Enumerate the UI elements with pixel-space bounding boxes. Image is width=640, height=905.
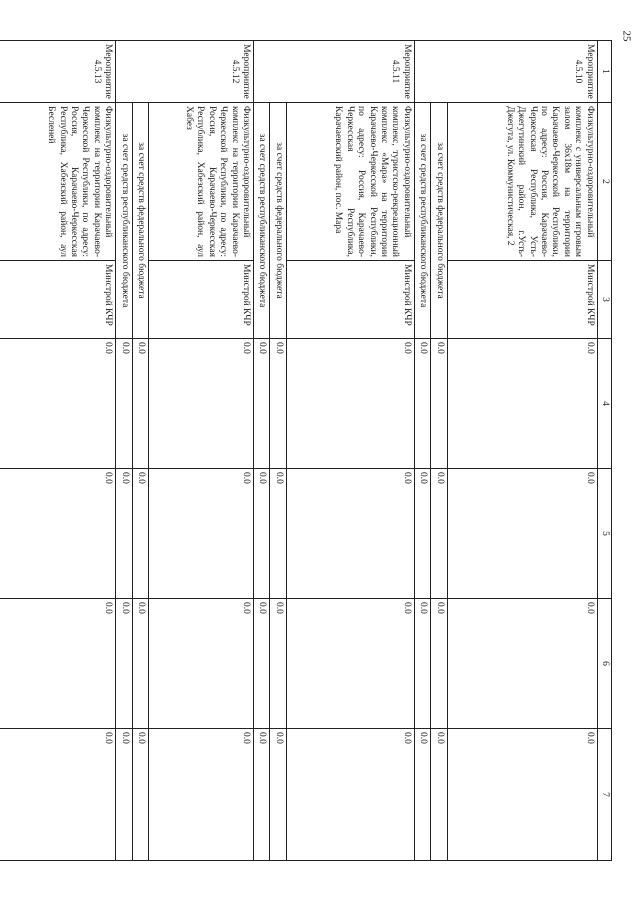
value-cell: 0.0 <box>431 599 447 729</box>
event-row <box>286 41 414 861</box>
value-cell: 0.0 <box>116 729 132 861</box>
republic-row <box>116 41 132 861</box>
header-cell-6: 6 <box>597 599 611 729</box>
republic-label: за счет средств республиканского бюджета <box>254 103 270 339</box>
event-executor: Минстрой КЧР <box>0 261 116 339</box>
value-cell: 0.0 <box>286 599 414 729</box>
value-cell: 0.0 <box>414 729 430 861</box>
page-number: 25 <box>620 30 633 42</box>
value-cell: 0.0 <box>447 599 597 729</box>
republic-label: за счет средств республиканского бюджета <box>116 103 132 339</box>
budget-table <box>0 40 612 861</box>
value-cell: 0.0 <box>0 469 116 599</box>
event-name: Физкультурно-оздоровительный комплекс на территории Карачаево-Черкесской Республики, по адресу: Россия, Карачаево-Черкесская Республика, Хабезский район, аул Хабез <box>149 103 254 261</box>
event-executor: Минстрой КЧР <box>149 261 254 339</box>
value-cell: 0.0 <box>270 469 286 599</box>
event-code: Мероприятие 4.5.12 <box>116 41 254 103</box>
value-cell: 0.0 <box>0 729 116 861</box>
federal-row <box>270 41 286 861</box>
value-cell: 0.0 <box>149 469 254 599</box>
value-cell: 0.0 <box>270 339 286 469</box>
event-executor: Минстрой КЧР <box>447 261 597 339</box>
header-cell-3: 3 <box>597 261 611 339</box>
event-executor: Минстрой КЧР <box>286 261 414 339</box>
value-cell: 0.0 <box>414 339 430 469</box>
event-code: Мероприятие 4.5.10 <box>414 41 597 103</box>
rotated-table-container <box>46 40 612 860</box>
value-cell: 0.0 <box>270 729 286 861</box>
value-cell: 0.0 <box>447 469 597 599</box>
value-cell: 0.0 <box>116 469 132 599</box>
event-name: Физкультурно-оздоровительный комплекс с универсальным игровым залом 36х18м на территории Карачаево-Черкесской Республики, по адресу: Россия, Карачаево-Черкесская Республика, Усть-Джегутинский район, г.Усть-Джегута, ул. Коммунистическая, 2 <box>447 103 597 261</box>
value-cell: 0.0 <box>431 339 447 469</box>
value-cell: 0.0 <box>149 599 254 729</box>
value-cell: 0.0 <box>149 729 254 861</box>
value-cell: 0.0 <box>286 469 414 599</box>
federal-row <box>431 41 447 861</box>
republic-row <box>254 41 270 861</box>
header-row <box>597 41 611 861</box>
value-cell: 0.0 <box>254 729 270 861</box>
event-code: Мероприятие 4.5.11 <box>254 41 415 103</box>
value-cell: 0.0 <box>116 599 132 729</box>
event-row <box>149 41 254 861</box>
value-cell: 0.0 <box>0 339 116 469</box>
event-code: Мероприятие 4.5.13 <box>0 41 116 103</box>
value-cell: 0.0 <box>0 599 116 729</box>
federal-label: за счет средств федерального бюджета <box>270 103 286 339</box>
header-cell-2: 2 <box>597 103 611 261</box>
value-cell: 0.0 <box>286 729 414 861</box>
value-cell: 0.0 <box>132 339 148 469</box>
value-cell: 0.0 <box>132 469 148 599</box>
value-cell: 0.0 <box>414 599 430 729</box>
federal-label: за счет средств федерального бюджета <box>132 103 148 339</box>
header-cell-5: 5 <box>597 469 611 599</box>
republic-row <box>414 41 430 861</box>
value-cell: 0.0 <box>149 339 254 469</box>
value-cell: 0.0 <box>254 599 270 729</box>
federal-label: за счет средств федерального бюджета <box>431 103 447 339</box>
value-cell: 0.0 <box>254 469 270 599</box>
value-cell: 0.0 <box>447 729 597 861</box>
value-cell: 0.0 <box>447 339 597 469</box>
header-cell-7: 7 <box>597 729 611 861</box>
value-cell: 0.0 <box>132 599 148 729</box>
value-cell: 0.0 <box>286 339 414 469</box>
republic-label: за счет средств республиканского бюджета <box>414 103 430 339</box>
value-cell: 0.0 <box>116 339 132 469</box>
value-cell: 0.0 <box>414 469 430 599</box>
federal-row <box>132 41 148 861</box>
event-name: Физкультурно-оздоровительный комплекс, туристско-рекреационный комплекс «Мара» на территории Карачаево-Черкесской Республики, по адресу: Россия, Карачаево-Черкесская Республика, Карачаевский район, пос. Мара <box>286 103 414 261</box>
header-cell-1: 1 <box>597 41 611 103</box>
value-cell: 0.0 <box>132 729 148 861</box>
event-name: Физкультурно-оздоровительный комплекс на территории Карачаево-Черкесской Республики, по адресу: Россия, Карачаево-Черкесская Республика, Хабезский район, аул Бесленей <box>0 103 116 261</box>
event-row <box>447 41 597 861</box>
value-cell: 0.0 <box>254 339 270 469</box>
header-cell-4: 4 <box>597 339 611 469</box>
value-cell: 0.0 <box>431 729 447 861</box>
value-cell: 0.0 <box>431 469 447 599</box>
event-row <box>0 41 116 861</box>
value-cell: 0.0 <box>270 599 286 729</box>
